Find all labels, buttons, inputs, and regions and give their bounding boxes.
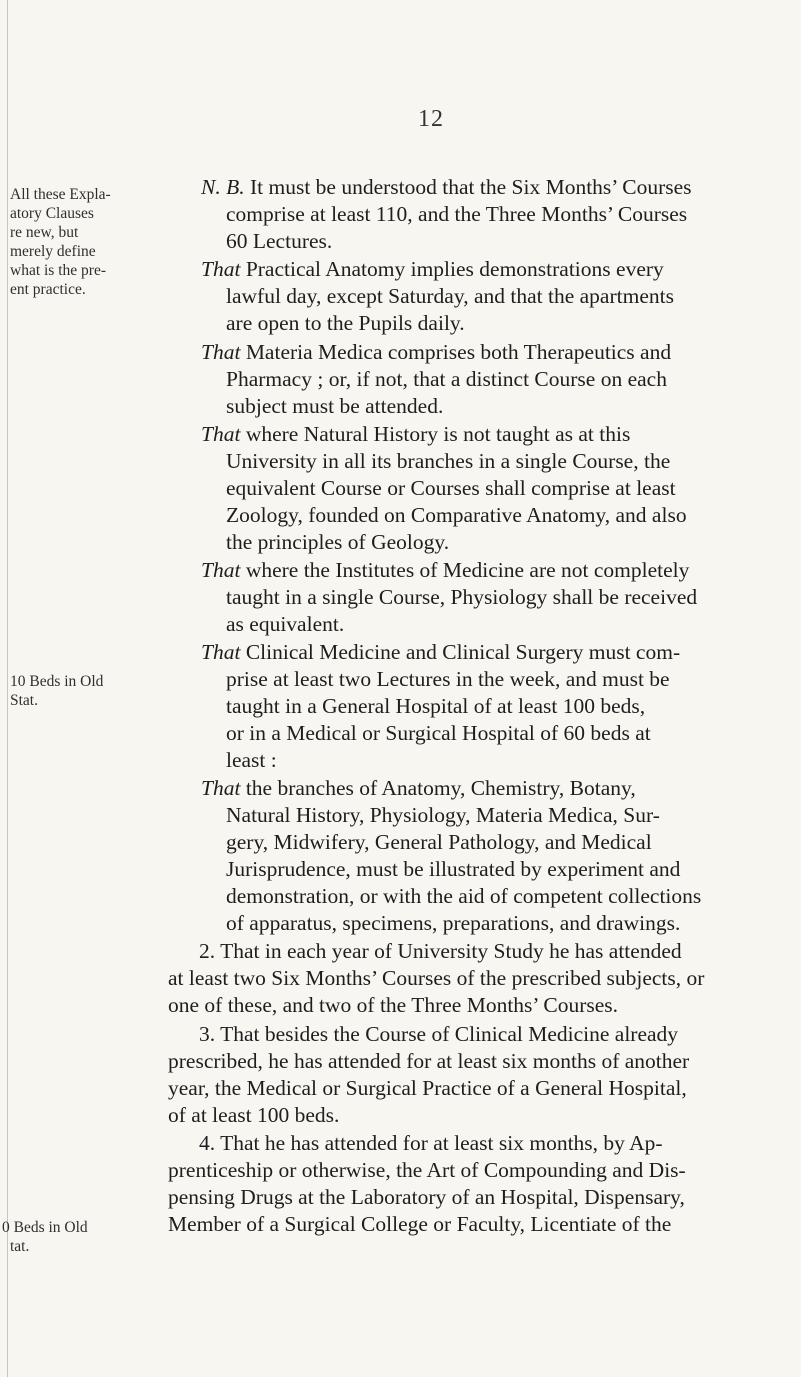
text-line: Natural History, Physiology, Materia Medica, Sur- bbox=[226, 803, 660, 827]
line-text: It must be understood that the Six Months’ Courses bbox=[244, 175, 692, 199]
paragraph-first-line bbox=[201, 421, 630, 448]
margin-note-beds-2 bbox=[0, 1218, 160, 1256]
margin-note-line: 0 Beds in Old bbox=[2, 1219, 88, 1236]
text-line: of apparatus, specimens, preparations, and drawings. bbox=[226, 911, 681, 935]
margin-note-line: atory Clauses bbox=[10, 205, 94, 222]
line-text: where Natural History is not taught as at this bbox=[240, 422, 631, 446]
margin-note-beds-1 bbox=[0, 672, 160, 710]
text-line: Pharmacy ; or, if not, that a distinct Course on each bbox=[226, 367, 667, 391]
text-line: least : bbox=[226, 748, 277, 772]
margin-note-explanatory bbox=[0, 185, 160, 299]
text-line: prescribed, he has attended for at least six months of another bbox=[168, 1049, 690, 1073]
paragraph-first-line bbox=[201, 775, 636, 802]
margin-note-line: ent practice. bbox=[10, 281, 86, 298]
margin-note-line: All these Expla- bbox=[10, 186, 111, 203]
text-line: Jurisprudence, must be illustrated by experiment and bbox=[226, 857, 681, 881]
text-line: Zoology, founded on Comparative Anatomy, and also bbox=[226, 503, 687, 527]
lead-word: That bbox=[201, 558, 241, 582]
text-line: comprise at least 110, and the Three Months’ Courses bbox=[226, 202, 688, 226]
lead-word: That bbox=[201, 640, 241, 664]
text-line: subject must be attended. bbox=[226, 394, 444, 418]
text-line: pensing Drugs at the Laboratory of an Hospital, Dispensary, bbox=[168, 1185, 685, 1209]
text-line: prenticeship or otherwise, the Art of Compounding and Dis- bbox=[168, 1158, 686, 1182]
text-line: at least two Six Months’ Courses of the prescribed subjects, or bbox=[168, 966, 705, 990]
page-number: 12 bbox=[418, 106, 444, 132]
lead-word: That bbox=[201, 257, 241, 281]
numbered-item-2-first-line: 2. That in each year of University Study he has attended bbox=[199, 939, 682, 963]
text-line: 60 Lectures. bbox=[226, 229, 333, 253]
paragraph-first-line bbox=[201, 256, 664, 283]
text-line: are open to the Pupils daily. bbox=[226, 311, 465, 335]
line-text: Clinical Medicine and Clinical Surgery must com- bbox=[240, 640, 681, 664]
lead-word: That bbox=[201, 340, 241, 364]
text-line: demonstration, or with the aid of competent collections bbox=[226, 884, 702, 908]
text-line: equivalent Course or Courses shall comprise at least bbox=[226, 476, 676, 500]
paragraph-first-line bbox=[201, 339, 671, 366]
line-text: the branches of Anatomy, Chemistry, Botany, bbox=[240, 776, 636, 800]
lead-word: N. B. bbox=[201, 175, 245, 199]
text-line: as equivalent. bbox=[226, 612, 345, 636]
lead-word: That bbox=[201, 422, 241, 446]
text-line: University in all its branches in a single Course, the bbox=[226, 449, 671, 473]
text-line: lawful day, except Saturday, and that the apartments bbox=[226, 284, 674, 308]
line-text: where the Institutes of Medicine are not completely bbox=[240, 558, 690, 582]
text-line: Member of a Surgical College or Faculty, Licentiate of the bbox=[168, 1212, 672, 1236]
text-line: one of these, and two of the Three Months’ Courses. bbox=[168, 993, 619, 1017]
text-line: year, the Medical or Surgical Practice of a General Hospital, bbox=[168, 1076, 687, 1100]
lead-word: That bbox=[201, 776, 241, 800]
text-line: prise at least two Lectures in the week, and must be bbox=[226, 667, 670, 691]
text-line: taught in a General Hospital of at least 100 beds, bbox=[226, 694, 646, 718]
numbered-item-3-first-line: 3. That besides the Course of Clinical Medicine already bbox=[199, 1022, 679, 1046]
numbered-item-4-first-line: 4. That he has attended for at least six months, by Ap- bbox=[199, 1131, 663, 1155]
margin-note-line: merely define bbox=[10, 243, 96, 260]
text-line: the principles of Geology. bbox=[226, 530, 450, 554]
margin-note-line: Stat. bbox=[10, 692, 38, 709]
margin-note-line: 10 Beds in Old bbox=[10, 673, 104, 690]
text-line: of at least 100 beds. bbox=[168, 1103, 340, 1127]
text-line: gery, Midwifery, General Pathology, and Medical bbox=[226, 830, 652, 854]
margin-note-line: re new, but bbox=[10, 224, 79, 241]
margin-note-line: what is the pre- bbox=[10, 262, 106, 279]
paragraph-nb-first-line bbox=[201, 174, 692, 201]
text-line: or in a Medical or Surgical Hospital of 60 beds at bbox=[226, 721, 651, 745]
line-text: Practical Anatomy implies demonstrations every bbox=[240, 257, 664, 281]
paragraph-first-line bbox=[201, 639, 680, 666]
text-line: taught in a single Course, Physiology shall be received bbox=[226, 585, 698, 609]
margin-note-line: tat. bbox=[10, 1238, 30, 1255]
line-text: Materia Medica comprises both Therapeutics and bbox=[240, 340, 672, 364]
paragraph-first-line bbox=[201, 557, 689, 584]
